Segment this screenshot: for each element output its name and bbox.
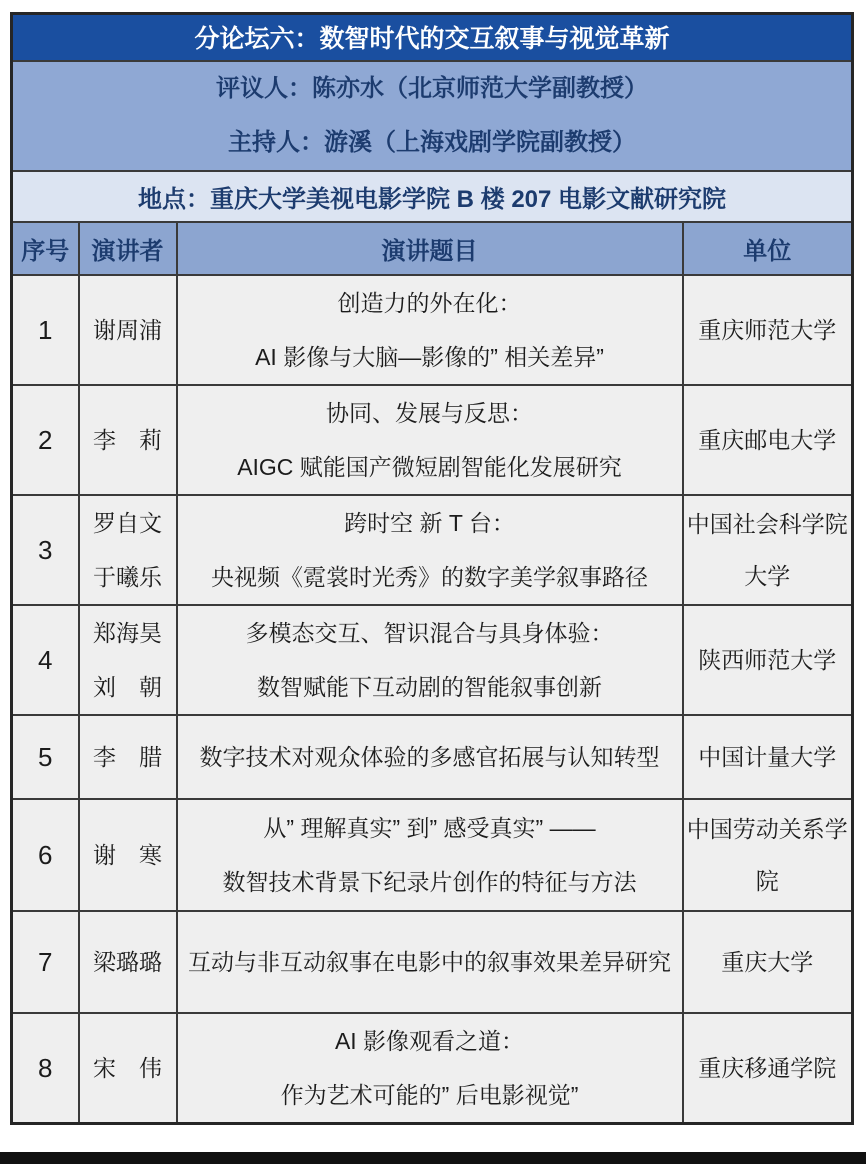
unit-cell: 中国劳动关系学院 [683, 799, 853, 911]
row-number: 7 [12, 911, 79, 1013]
speaker-name: 梁璐璐 [93, 948, 162, 975]
speaker-cell [79, 799, 177, 911]
speaker-name: 谢 寒 [93, 841, 162, 868]
talk-title-line: 互动与非互动叙事在电影中的叙事效果差异研究 [188, 948, 671, 975]
location-row [12, 171, 853, 222]
unit-cell: 重庆师范大学 [683, 275, 853, 385]
unit-cell: 重庆大学 [683, 911, 853, 1013]
speaker-name: 李 莉 [93, 426, 162, 453]
row-number: 4 [12, 605, 79, 715]
talk-title-cell [177, 385, 683, 495]
reviewer-line: 评议人：陈亦水（北京师范大学副教授） [216, 74, 648, 102]
talk-title-cell [177, 799, 683, 911]
talk-title-cell [177, 495, 683, 605]
header-talk-title: 演讲题目 [177, 222, 683, 275]
column-header-row [12, 222, 853, 275]
unit-cell: 中国计量大学 [683, 715, 853, 799]
speaker-cell [79, 605, 177, 715]
table-row [12, 605, 853, 715]
talk-title-cell [177, 715, 683, 799]
talk-title-cell [177, 1013, 683, 1124]
speaker-cell [79, 385, 177, 495]
talk-title-line: AIGC 赋能国产微短剧智能化发展研究 [237, 453, 622, 480]
forum-title: 分论坛六：数智时代的交互叙事与视觉革新 [12, 14, 853, 61]
talk-title-cell [177, 911, 683, 1013]
panel-people-cell [12, 61, 853, 171]
speaker-name: 于曦乐 [93, 563, 162, 590]
header-speaker: 演讲者 [79, 222, 177, 275]
unit-cell: 中国社会科学院大学 [683, 495, 853, 605]
bottom-border-bar [0, 1152, 866, 1164]
table-row [12, 911, 853, 1013]
row-number: 3 [12, 495, 79, 605]
talk-title-line: 协同、发展与反思： [326, 399, 533, 426]
table-row [12, 715, 853, 799]
speaker-name: 李 腊 [93, 743, 162, 770]
talk-title-cell [177, 275, 683, 385]
host-line: 主持人：游溪（上海戏剧学院副教授） [228, 128, 636, 156]
talk-title-line: 数智技术背景下纪录片创作的特征与方法 [222, 868, 637, 895]
speaker-cell [79, 275, 177, 385]
talk-title-line: AI 影像与大脑—影像的” 相关差异” [255, 343, 604, 370]
speaker-name: 罗自文 [93, 509, 162, 536]
header-unit: 单位 [683, 222, 853, 275]
talk-title-line: 央视频《霓裳时光秀》的数字美学叙事路径 [211, 563, 648, 590]
table-row [12, 385, 853, 495]
talk-title-line: 跨时空 新 T 台： [344, 509, 515, 536]
speaker-name: 谢周浦 [93, 316, 162, 343]
forum-program-table [10, 12, 854, 1125]
unit-cell: 陕西师范大学 [683, 605, 853, 715]
speaker-name: 宋 伟 [93, 1054, 162, 1081]
talk-title-cell [177, 605, 683, 715]
header-no: 序号 [12, 222, 79, 275]
unit-cell: 重庆移通学院 [683, 1013, 853, 1124]
program-table-sheet [10, 12, 854, 1125]
talk-title-line: 从” 理解真实” 到” 感受真实” —— [263, 814, 596, 841]
table-row [12, 1013, 853, 1124]
speaker-cell [79, 1013, 177, 1124]
row-number: 6 [12, 799, 79, 911]
speaker-cell [79, 715, 177, 799]
talk-title-line: 创造力的外在化： [337, 289, 522, 316]
table-row [12, 275, 853, 385]
talk-title-line: 作为艺术可能的” 后电影视觉” [280, 1081, 579, 1108]
speaker-name: 郑海昊 [93, 619, 162, 646]
speaker-cell [79, 495, 177, 605]
speaker-cell [79, 911, 177, 1013]
talk-title-line: 数智赋能下互动剧的智能叙事创新 [257, 673, 602, 700]
forum-title-row [12, 14, 853, 61]
table-row [12, 799, 853, 911]
row-number: 2 [12, 385, 79, 495]
row-number: 5 [12, 715, 79, 799]
row-number: 8 [12, 1013, 79, 1124]
panel-people-row [12, 61, 853, 171]
row-number: 1 [12, 275, 79, 385]
table-row [12, 495, 853, 605]
talk-title-line: 多模态交互、智识混合与具身体验： [245, 619, 614, 646]
speaker-name: 刘 朝 [93, 673, 162, 700]
location-text: 地点：重庆大学美视电影学院 B 楼 207 电影文献研究院 [12, 171, 853, 222]
talk-title-line: AI 影像观看之道： [334, 1027, 525, 1054]
talk-title-line: 数字技术对观众体验的多感官拓展与认知转型 [199, 743, 660, 770]
unit-cell: 重庆邮电大学 [683, 385, 853, 495]
